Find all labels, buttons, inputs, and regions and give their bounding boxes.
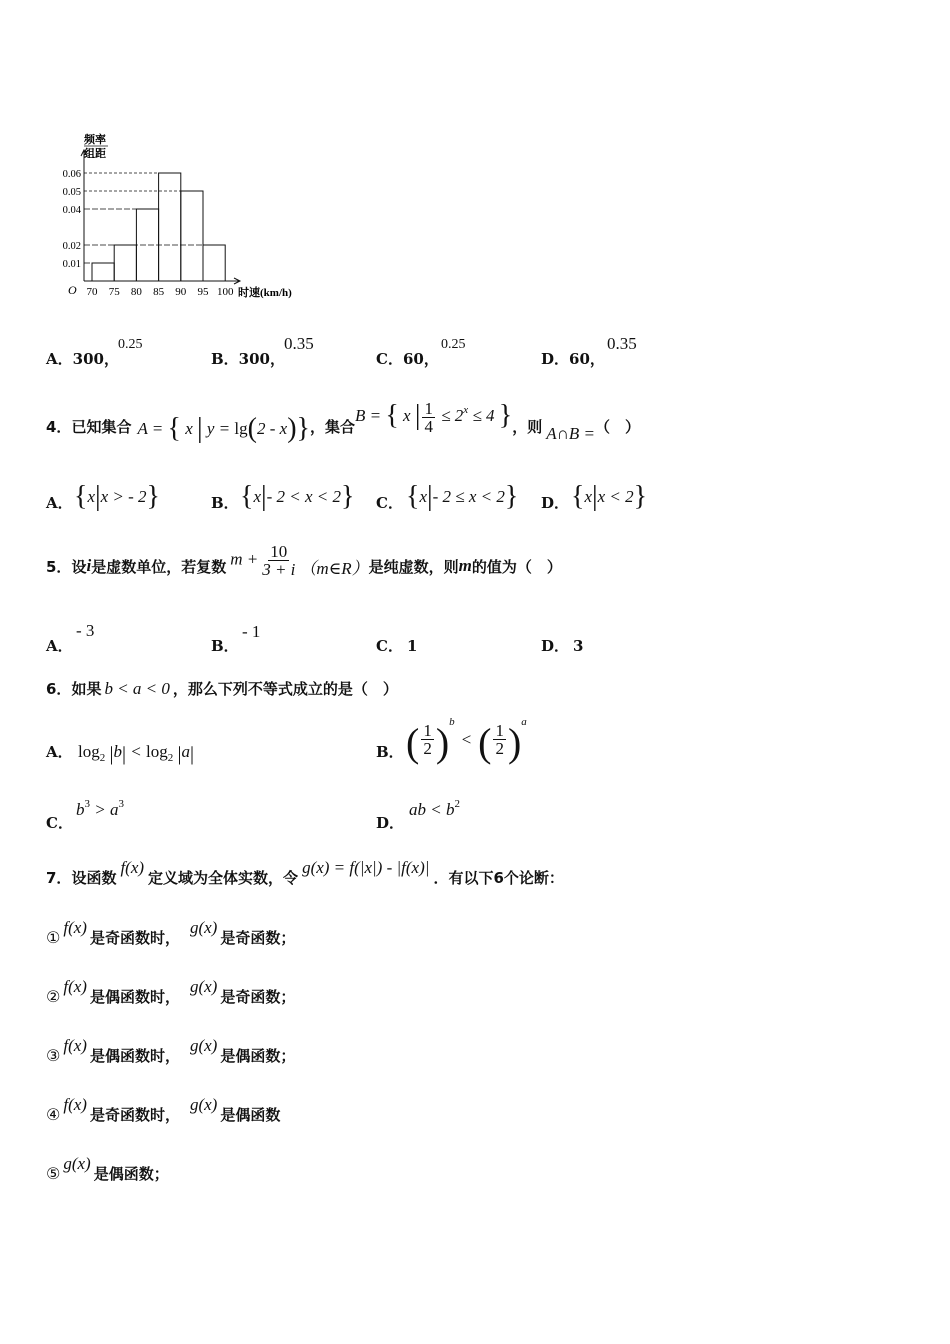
y-axis-title-top: 频率: [84, 134, 106, 146]
x-tick-label: 100: [216, 286, 234, 298]
y-tick-label: 0.02: [62, 241, 81, 252]
q6-option-a-value: $\log_2 |b| < \log_2 |a|$: [78, 742, 195, 765]
q6-option-d-value: ab < $b^2$: [409, 798, 460, 819]
q6-condition: b < a < 0: [104, 678, 170, 698]
q5-option-a[interactable]: A．: [46, 637, 73, 655]
question-4: [46, 400, 640, 452]
q5-stem-4: 的值为（ ）: [471, 557, 562, 576]
q5-stem-2: 是虚数单位，若复数: [91, 557, 227, 576]
q5-stem-1: 设: [71, 557, 87, 576]
x-tick-label: 95: [197, 286, 209, 298]
q4-option-d[interactable]: D．: [541, 494, 570, 512]
q3-option-b[interactable]: B．300，: [211, 350, 285, 368]
x-tick-label: 85: [153, 286, 165, 298]
q4-option-a[interactable]: A．: [46, 494, 73, 512]
q3-option-d-value: 0.35: [607, 334, 637, 353]
y-tick-label: 0.01: [62, 259, 81, 270]
q6-number: 6．: [46, 680, 72, 698]
question-5: [46, 536, 562, 596]
q3-option-b-value: 0.35: [284, 334, 314, 353]
q4-option-c[interactable]: C．: [376, 494, 403, 512]
q4-intersection: A∩B =: [546, 424, 596, 443]
q3-option-a-value: 0.25: [118, 337, 143, 352]
x-axis-title: 时速(km/h): [238, 287, 292, 299]
q4-number: 4．: [46, 417, 72, 436]
q6-stem-1: 如果: [71, 680, 102, 698]
q7-stem-2: 定义域为全体实数，令: [148, 868, 299, 887]
q4-set-a: A = { x | y = lg(2 - x)}: [137, 413, 310, 444]
q4-stem-3: ，则: [512, 417, 543, 436]
q4-paren: （ ）: [595, 417, 641, 436]
q5-i: i: [86, 556, 92, 575]
q5-option-b[interactable]: B．: [211, 637, 239, 655]
histogram-bar: [203, 245, 225, 281]
q5-option-a-value: - 3: [76, 621, 95, 640]
q7-f: f(x): [120, 858, 145, 877]
histogram-bar: [136, 209, 158, 281]
q3-option-d[interactable]: D．60，: [541, 350, 605, 368]
q3-option-c[interactable]: C．60，: [376, 350, 439, 368]
q6-option-c-value: $b^3 > a^3$: [76, 798, 124, 819]
q5-option-c[interactable]: C． 1: [376, 637, 418, 655]
x-tick-label: 75: [108, 286, 120, 298]
y-tick-label: 0.06: [62, 169, 81, 180]
q7-stem-3: ．有以下6个论断：: [433, 868, 564, 887]
q4-option-b-value: {x|- 2 < x < 2}: [240, 481, 355, 512]
y-tick-label: 0.05: [62, 187, 81, 198]
q5-expression: m + $\frac{10}{3 + i}$: [230, 541, 296, 579]
q7-stem-1: 设函数: [71, 868, 117, 887]
q4-option-d-value: {x|x < 2}: [571, 481, 648, 512]
question-6: [46, 678, 398, 699]
q6-option-d[interactable]: D．: [376, 814, 405, 832]
histogram-bar: [92, 263, 114, 281]
histogram-bar: [114, 245, 136, 281]
histogram-bar: [181, 191, 203, 281]
q4-set-b: B = { x | $\frac{1}{4}$ ≤ $2^x \le 4$ }: [354, 398, 513, 436]
q7-number: 7．: [46, 868, 72, 887]
q6-option-a[interactable]: A．: [46, 743, 73, 761]
q4-stem-2: ，集合: [309, 417, 355, 436]
y-tick-label: 0.04: [62, 205, 81, 216]
q6-option-b[interactable]: B．: [376, 743, 404, 761]
y-axis-title-bottom: 组距: [84, 148, 106, 160]
q7-statement-3: ③ f(x) 是偶函数时， g(x) 是偶函数；: [46, 1036, 296, 1065]
q7-statement-2: ② f(x) 是偶函数时， g(x) 是奇函数；: [46, 977, 296, 1006]
histogram-bar: [159, 173, 181, 281]
question-7: [46, 860, 564, 894]
q6-option-c[interactable]: C．: [46, 814, 73, 832]
q5-stem-3: 是纯虚数，则: [368, 557, 459, 576]
q3-option-c-value: 0.25: [441, 337, 466, 352]
q4-stem-1: 已知集合: [71, 417, 132, 436]
q6-stem-2: ，那么下列不等式成立的是（ ）: [172, 680, 398, 698]
q4-option-a-value: {x|x > - 2}: [74, 481, 160, 512]
x-tick-label: 80: [130, 286, 142, 298]
q5-m: m: [458, 556, 472, 575]
q7-statement-4: ④ f(x) 是奇函数时， g(x) 是偶函数: [46, 1095, 281, 1124]
q5-condition: （m∈R）: [299, 558, 369, 578]
q3-option-a[interactable]: A．300，: [46, 350, 119, 368]
q4-option-c-value: {x|- 2 ≤ x < 2}: [406, 481, 519, 512]
x-tick-label: 90: [175, 286, 187, 298]
q5-number: 5．: [46, 557, 72, 576]
q7-g-definition: g(x) = f(|x|) - |f(x)|: [302, 858, 430, 877]
q5-option-d[interactable]: D． 3: [541, 637, 584, 655]
q5-option-b-value: - 1: [242, 622, 261, 641]
q4-option-b[interactable]: B．: [211, 494, 239, 512]
q7-statement-5: ⑤ g(x) 是偶函数；: [46, 1154, 169, 1183]
frequency-histogram: [40, 128, 320, 306]
q7-statement-1: ① f(x) 是奇函数时， g(x) 是奇函数；: [46, 918, 296, 947]
q6-option-b-value: ( $\frac{1}{2}$ ) b < ( $\frac{1}{2}$ ) a: [406, 715, 527, 765]
x-tick-label: 70: [86, 286, 98, 298]
origin-label: O: [68, 283, 77, 297]
